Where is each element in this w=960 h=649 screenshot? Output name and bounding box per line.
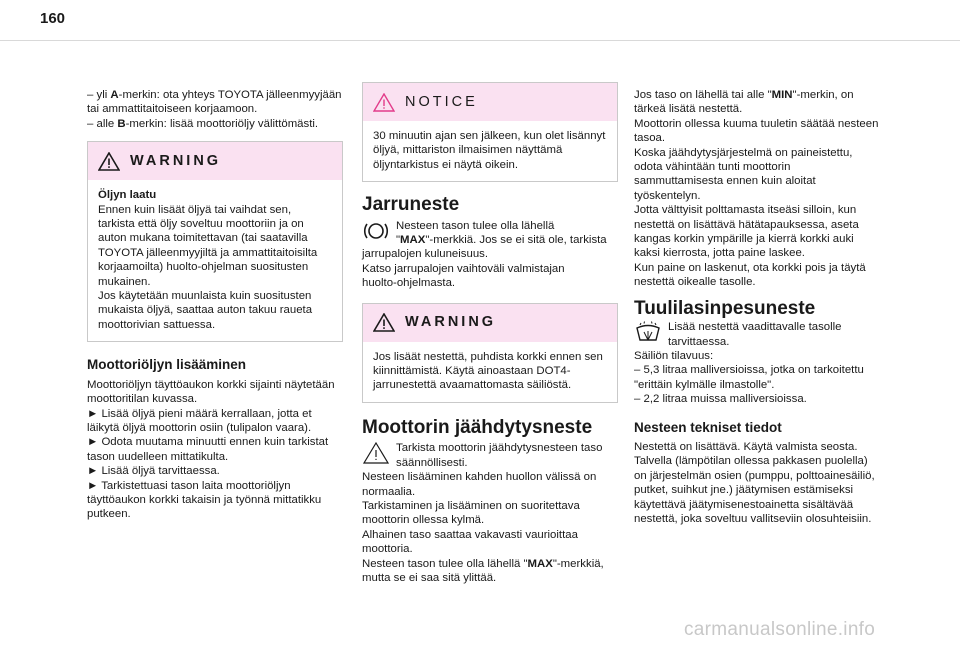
- warning-line: kiinnittämistä. Käytä ainoastaan DOT4-: [373, 365, 571, 378]
- brake-line: huolto-ohjelmasta.: [362, 277, 456, 290]
- warning-line: jarrunestettä avaamattomasta säiliöstä.: [373, 379, 572, 392]
- section-line: putkeen.: [87, 508, 131, 521]
- notice-line: öljyntarkistus ei näytä oikein.: [373, 158, 518, 171]
- warning-line: tarkista että öljy soveltuu moottoriin ja on: [98, 218, 304, 231]
- washer-icon-row: [634, 320, 890, 349]
- coolant-continued-line: nestettä oikealle tasolle.: [634, 276, 756, 289]
- coolant-continued-line: tasoa.: [634, 132, 666, 145]
- brake-icon-line: "MAX"-merkkiä. Jos se ei sitä ole, tarkista: [396, 234, 607, 247]
- section-title-brake-fluid: Jarruneste: [362, 194, 460, 216]
- coolant-continued-line: Koska jäähdytysjärjestelmä on paineistettu,: [634, 146, 853, 159]
- section-line: ► Lisää öljyä tarvittaessa.: [87, 465, 220, 478]
- section-title-coolant: Moottorin jäähdytysneste: [362, 416, 593, 438]
- washer-icon-line: Lisää nestettä vaadittavalle tasolle: [668, 321, 842, 334]
- coolant-line: Nesteen lisääminen kahden huollon välissä on: [362, 471, 597, 484]
- coolant-line: normaalia.: [362, 485, 416, 498]
- section-line: läikytä öljyä moottorin osiin (tulipalon vaara).: [87, 421, 312, 434]
- section-line: ► Lisää öljyä pieni määrä kerrallaan, jotta et: [87, 407, 312, 420]
- washer-line: – 5,3 litraa malliversioissa, jotka on tarkoitettu: [634, 364, 864, 377]
- column-1: [87, 88, 343, 522]
- warning-triangle-icon: [98, 152, 120, 171]
- coolant-icon-text: [396, 441, 602, 470]
- spec-line: Talvella (lämpötilan ollessa pakkasen puolella): [634, 455, 868, 468]
- spec-line: Nestettä on lisättävä. Käytä valmista seosta.: [634, 440, 858, 453]
- brake-line: Katso jarrupalojen vaihtoväli valmistajan: [362, 262, 565, 275]
- warning-line: korjaamoilta) huolto-ohjelman suositusten: [98, 261, 309, 274]
- section-title-fluid-spec: Nesteen tekniset tiedot: [634, 419, 782, 435]
- warning-title: WARNING: [405, 314, 497, 331]
- coolant-icon-line: säännöllisesti.: [396, 456, 468, 469]
- coolant-line: Alhainen taso saattaa vakavasti vaurioittaa: [362, 528, 578, 541]
- warning-line: Jos lisäät nestettä, puhdista korkki ennen sen: [373, 350, 603, 363]
- brake-icon-text: [396, 219, 607, 248]
- brake-warning-box: [362, 303, 618, 403]
- warning-triangle-icon: [373, 313, 395, 332]
- washer-line: "erittäin kylmälle ilmastolle".: [634, 378, 775, 391]
- notice-header: [363, 83, 617, 121]
- coolant-line: mutta se ei saa sitä ylittää.: [362, 571, 497, 584]
- coolant-icon-line: Tarkista moottorin jäähdytysnesteen taso: [396, 442, 603, 455]
- notice-box: [362, 82, 618, 182]
- warning-line: mukaista öljyä, saattaa auton takuu raueta: [98, 304, 313, 317]
- column-2: [362, 82, 618, 585]
- coolant-continued-line: kangas korkin ympärille ja kierrä korkki auki: [634, 233, 854, 246]
- coolant-continued-line: sammuttamisesta ennen kuin aloitat: [634, 175, 816, 188]
- spec-line: putket, suihkut jne.) jäätymisen estämiseksi: [634, 484, 854, 497]
- page-number: 160: [40, 10, 66, 27]
- warning-header: [363, 304, 617, 342]
- bullet-b-mark: – alle B-merkin: lisää moottoriöljy välittömästi.: [87, 117, 319, 130]
- warning-heading: Öljyn laatu: [98, 189, 157, 202]
- oil-warning-box: [87, 141, 343, 342]
- washer-fluid-icon: [634, 320, 662, 344]
- warning-line: Jos käytetään muunlaista kuin suositusten: [98, 290, 312, 303]
- coolant-continued-line: Jotta välttyisit polttamasta itseäsi silloin, kun: [634, 204, 857, 217]
- section-line: ► Odota muutama minuutti ennen kuin tarkistat: [87, 436, 329, 449]
- coolant-continued-line: tärkeä lisätä nestettä.: [634, 103, 743, 116]
- section-line: moottoritilan kuvassa.: [87, 393, 198, 406]
- coolant-continued-line: Kun paine on laskenut, ota korkki pois ja täytä: [634, 261, 866, 274]
- coolant-continued-line: kaksi kierrosta, jotta paine laskee.: [634, 247, 805, 260]
- section-line: täyttöaukon korkki takaisin ja työnnä mittatikku: [87, 493, 322, 506]
- notice-line: 30 minuutin ajan sen jälkeen, kun olet lisännyt: [373, 130, 606, 142]
- coolant-line: moottorin ollessa kylmä.: [362, 514, 485, 527]
- coolant-continued-line: Jos taso on lähellä tai alle "MIN"-merkin, on: [634, 89, 854, 101]
- washer-line: – 2,2 litraa muissa malliversioissa.: [634, 393, 807, 406]
- section-title-washer-fluid: Tuulilasinpesuneste: [634, 297, 816, 319]
- notice-triangle-icon: [373, 93, 395, 112]
- coolant-line: Tarkistaminen ja lisääminen on suoritettava: [362, 499, 580, 512]
- section-line: ► Tarkistettuasi tason laita moottoriöljyn: [87, 479, 291, 492]
- notice-body: [363, 121, 617, 181]
- section-line: Moottoriöljyn täyttöaukon korkki sijainti näytetään: [87, 378, 335, 391]
- spec-line: nestettä, joka soveltuu vallitseviin olosuhteisiin.: [634, 512, 872, 525]
- warning-header: [88, 142, 342, 180]
- bullet-a-mark: – yli A-merkin: ota yhteys TOYOTA jälleenmyyjään tai ammattitaitoiseen korjaamoon.: [87, 89, 342, 116]
- coolant-line: Nesteen tason tulee olla lähellä "MAX"-merkkiä,: [362, 557, 604, 570]
- column-3: [634, 88, 890, 526]
- coolant-continued-line: odota vähintään tunti moottorin: [634, 161, 791, 174]
- coolant-line: moottoria.: [362, 543, 413, 556]
- warning-body: [88, 180, 342, 341]
- washer-line: Säiliön tilavuus:: [634, 349, 714, 362]
- warning-title: WARNING: [130, 153, 222, 170]
- watermark: carmanualsonline.info: [684, 619, 876, 640]
- spec-line: käytettävä jäätymisenestoainetta sisältävää: [634, 498, 854, 511]
- warning-line: moottorivian sattuessa.: [98, 318, 216, 331]
- brake-line: jarrupalojen kuluneisuus.: [362, 248, 489, 261]
- warning-line: Ennen kuin lisäät öljyä tai vaihdat sen,: [98, 203, 292, 216]
- brake-warning-icon: [362, 219, 390, 243]
- warning-line: TOYOTA jälleenmyyjiltä ja ammattitaitoisilta: [98, 246, 318, 259]
- caution-triangle-icon: [362, 441, 390, 465]
- header-divider: [0, 40, 960, 41]
- coolant-continued-line: nestettä on lisättävä hätätapauksessa, aseta: [634, 218, 859, 231]
- washer-icon-line: tarvittaessa.: [668, 335, 730, 348]
- coolant-continued-line: työskentelyn.: [634, 189, 701, 202]
- notice-line: öljyä, mittariston ilmaisimen näyttämä: [373, 144, 563, 157]
- section-title-oil-topup: Moottoriöljyn lisääminen: [87, 357, 247, 373]
- coolant-icon-row: [362, 441, 618, 470]
- brake-icon-row: [362, 219, 618, 248]
- notice-title: NOTICE: [405, 93, 478, 110]
- brake-icon-line: Nesteen tason tulee olla lähellä: [396, 219, 555, 232]
- warning-body: [363, 342, 617, 402]
- coolant-continued-line: Moottorin ollessa kuuma tuuletin säätää nesteen: [634, 117, 879, 130]
- spec-line: on järjestelmän osien (pumppu, polttoainesäiliö,: [634, 469, 875, 482]
- warning-line: mukainen.: [98, 275, 151, 288]
- washer-icon-text: [668, 320, 842, 349]
- warning-line: auton mukana toimitettavan (tai saatavilla: [98, 232, 308, 245]
- section-line: tason uudelleen mittatikulta.: [87, 450, 229, 463]
